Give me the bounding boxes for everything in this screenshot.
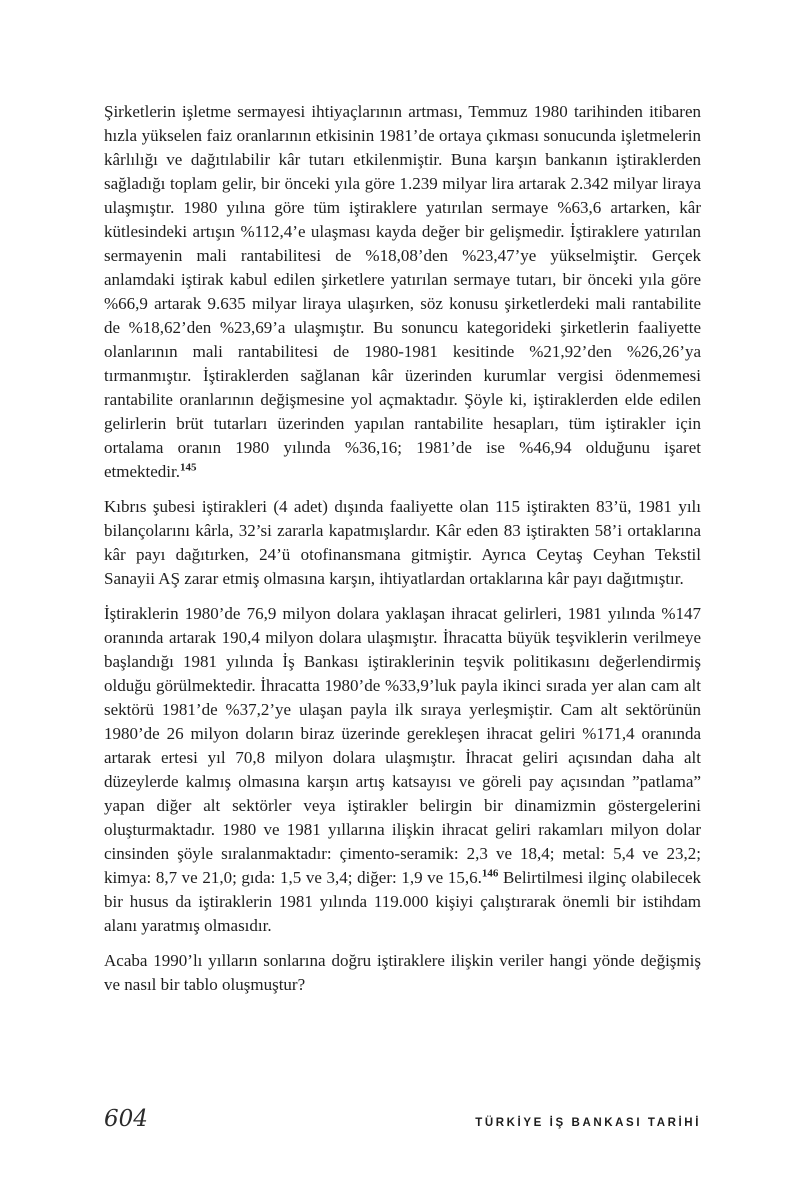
page-content bbox=[104, 100, 701, 997]
paragraph-4 bbox=[104, 949, 701, 997]
page-number: 604 bbox=[104, 1106, 148, 1132]
paragraph-1-text: Şirketlerin işletme sermayesi ihtiyaçlarının artması, Temmuz 1980 tarihinden itibaren hızla yükselen faiz oranlarının etkisinin 1981’de ortaya çıkması sonucunda işletmelerin kârlılığı ve dağıtılabilir kâr tutarı etkilenmiştir. Buna karşın bankanın iştiraklerden sağladığı toplam gelir, bir önceki yıla göre 1.239 milyar lira artarak 2.342 milyar liraya ulaşmıştır. 1980 yılına göre tüm iştiraklere yatırılan sermaye %63,6 artarken, kâr kütlesindeki artışın %112,4’e ulaşması kayda değer bir gelişmedir. İştiraklere yatırılan sermayenin mali rantabilitesi de %18,08’den %23,47’ye yükselmiştir. Gerçek anlamdaki iştirak kabul edilen şirketlere yatırılan sermaye tutarı, bir önceki yıla göre %66,9 artarak 9.635 milyar liraya ulaşırken, söz konusu şirketlerdeki mali rantabilite de %18,62’den %23,69’a ulaşmıştır. Bu sonuncu kategorideki şirketlerin faaliyette olanlarının mali rantabilitesi de 1980-1981 kesitinde %21,92’den %26,26’ya tırmanmıştır. İştiraklerden sağlanan kâr üzerinden kurumlar vergisi ödenmemesi rantabilite oranlarının değişmesine yol açmaktadır. Şöyle ki, iştiraklerden elde edilen gelirlerin brüt tutarları üzerinden yapılan rantabilite hesapları, tüm iştirakler için ortalama oranın 1980 yılında %36,16; 1981’de ise %46,94 olduğunu işaret etmektedir. bbox=[104, 102, 701, 481]
paragraph-1 bbox=[104, 100, 701, 484]
footnote-ref-145: 145 bbox=[180, 461, 197, 474]
footnote-ref-146: 146 bbox=[481, 867, 499, 880]
paragraph-2-text: Kıbrıs şubesi iştirakleri (4 adet) dışında faaliyette olan 115 iştirakten 83’ü, 1981 yılı bilançolarını kârla, 32’si zararla kapatmışlardır. Kâr eden 83 iştirakten 58’i ortaklarına kâr payı dağıtırken, 24’ü otofinansmana gitmiştir. Ayrıca Ceytaş Ceyhan Tekstil Sanayii AŞ zarar etmiş olmasına karşın, ihtiyatlardan ortaklarına kâr payı dağıtmıştır. bbox=[104, 497, 701, 588]
page-footer bbox=[104, 1106, 701, 1132]
paragraph-3 bbox=[104, 602, 701, 938]
paragraph-2 bbox=[104, 495, 701, 591]
paragraph-3-text-after-ref: Belirtilmesi ilginç olabilecek bir husus da iştiraklerin 1981 yılında 119.000 kişiyi çalıştırarak önemli bir istihdam alanı yaratmış olmasıdır. bbox=[104, 868, 701, 935]
paragraph-4-text: Acaba 1990’lı yılların sonlarına doğru iştiraklere ilişkin veriler hangi yönde değişmiş ve nasıl bir tablo oluşmuştur? bbox=[104, 951, 701, 994]
running-title: TÜRKİYE İŞ BANKASI TARİHİ bbox=[475, 1117, 701, 1129]
paragraph-3-text-before-ref: İştiraklerin 1980’de 76,9 milyon dolara yaklaşan ihracat gelirleri, 1981 yılında %147 oranında artarak 190,4 milyon dolara ulaşmıştır. İhracatta büyük teşviklerin verilmeye başlandığı 1981 yılında İş Bankası iştiraklerinin teşvik politikasını değerlendirmiş olduğu görülmektedir. İhracatta 1980’de %33,9’luk payla ikinci sırada yer alan cam alt sektörü 1981’de %37,2’ye ulaşan payla ilk sıraya yerleşmiştir. Cam alt sektörünün 1980’de 26 milyon doların biraz üzerinde gerekleşen ihracat geliri %171,4 oranında artarak ertesi yıl 70,8 milyon dolara ulaşmıştır. İhracat geliri açısından daha alt düzeylerde kalmış olmasına karşın artış katsayısı ve göreli pay açısından ”patlama” yapan diğer alt sektörler veya iştirakler belirgin bir dinamizmin göstergelerini oluşturmaktadır. 1980 ve 1981 yıllarına ilişkin ihracat geliri rakamları milyon dolar cinsinden şöyle sıralanmaktadır: çimento-seramik: 2,3 ve 18,4; metal: 5,4 ve 23,2; kimya: 8,7 ve 21,0; gıda: 1,5 ve 3,4; diğer: 1,9 ve 15,6. bbox=[104, 604, 701, 887]
